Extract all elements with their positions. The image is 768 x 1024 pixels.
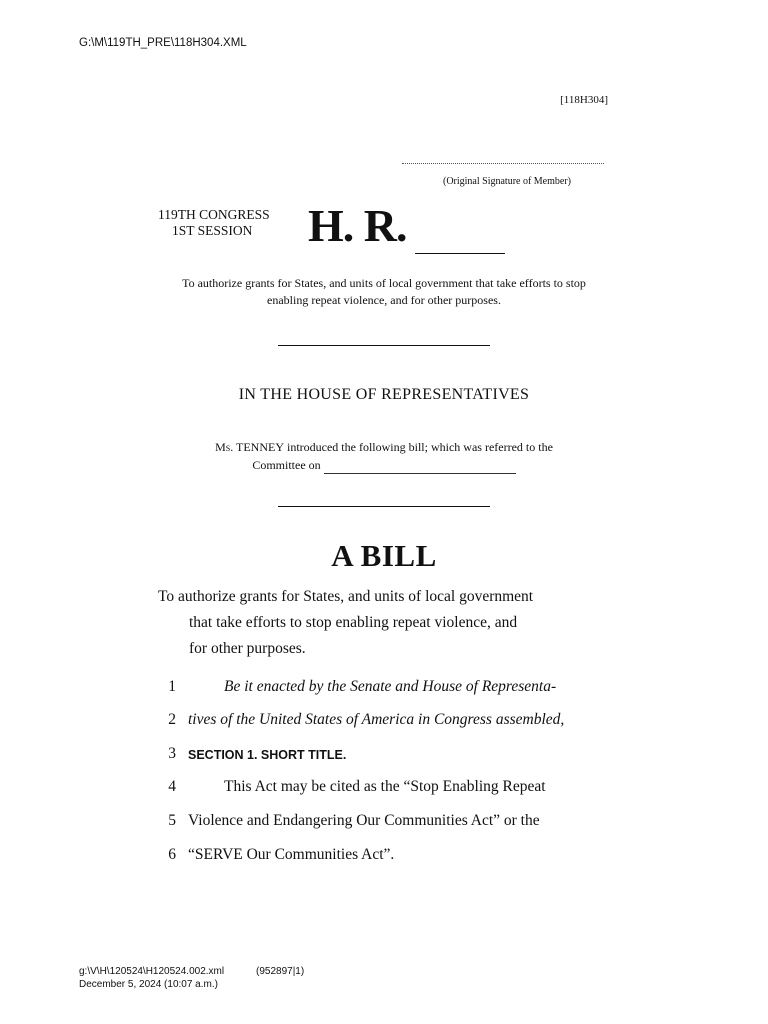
- bill-text-line: Violence and Endangering Our Communities Act” or the: [188, 812, 540, 829]
- long-title-line: for other purposes.: [189, 640, 306, 657]
- long-title-line: that take efforts to stop enabling repeat violence, and: [189, 614, 518, 631]
- introduction-text: introduced the following bill; which was referred to the: [286, 440, 553, 454]
- footer-date: December 5, 2024 (10:07 a.m.): [79, 979, 218, 990]
- bill-heading: A BILL: [331, 538, 437, 573]
- line-number: 6: [168, 846, 176, 863]
- introduction-statement: [170, 438, 598, 474]
- signature-caption: (Original Signature of Member): [442, 176, 572, 187]
- enacting-clause-line: tives of the United States of America in Congress assembled,: [188, 711, 565, 728]
- sponsor-name: Ms. TENNEY: [215, 440, 284, 454]
- line-number: 1: [168, 678, 176, 695]
- divider: [278, 345, 490, 346]
- congress-label: 119TH CONGRESS: [158, 207, 270, 222]
- short-description: To authorize grants for States, and units of local government that take efforts to stop enabling repeat violence, and for other purposes.: [182, 276, 586, 307]
- signature-line: [402, 151, 604, 164]
- bill-text-line: This Act may be cited as the “Stop Enabling Repeat: [224, 778, 546, 795]
- long-title-line: To authorize grants for States, and units of local government: [158, 588, 534, 605]
- bill-number-blank: [415, 253, 505, 254]
- line-number: 3: [168, 745, 176, 762]
- line-number: 5: [168, 812, 176, 829]
- committee-prefix: Committee on: [252, 458, 321, 472]
- section-heading: SECTION 1. SHORT TITLE.: [188, 748, 347, 762]
- file-path: G:\M\119TH_PRE\118H304.XML: [79, 37, 247, 49]
- line-number: 4: [168, 778, 176, 795]
- footer-job-number: (952897|1): [256, 966, 305, 977]
- session-label: 1ST SESSION: [172, 223, 253, 238]
- long-title: [158, 584, 610, 662]
- bill-text-line: “SERVE Our Communities Act”.: [188, 846, 395, 863]
- enacting-clause-line: Be it enacted by the Senate and House of Representa-: [224, 678, 557, 695]
- bill-identifier: [118H304]: [560, 94, 608, 106]
- divider: [278, 506, 490, 507]
- committee-blank: [324, 461, 516, 474]
- bill-number-label: H. R.: [308, 200, 407, 251]
- footer-file-path: g:\V\H\120524\H120524.002.xml: [79, 966, 225, 977]
- line-number: 2: [168, 711, 176, 728]
- chamber-heading: IN THE HOUSE OF REPRESENTATIVES: [238, 386, 530, 403]
